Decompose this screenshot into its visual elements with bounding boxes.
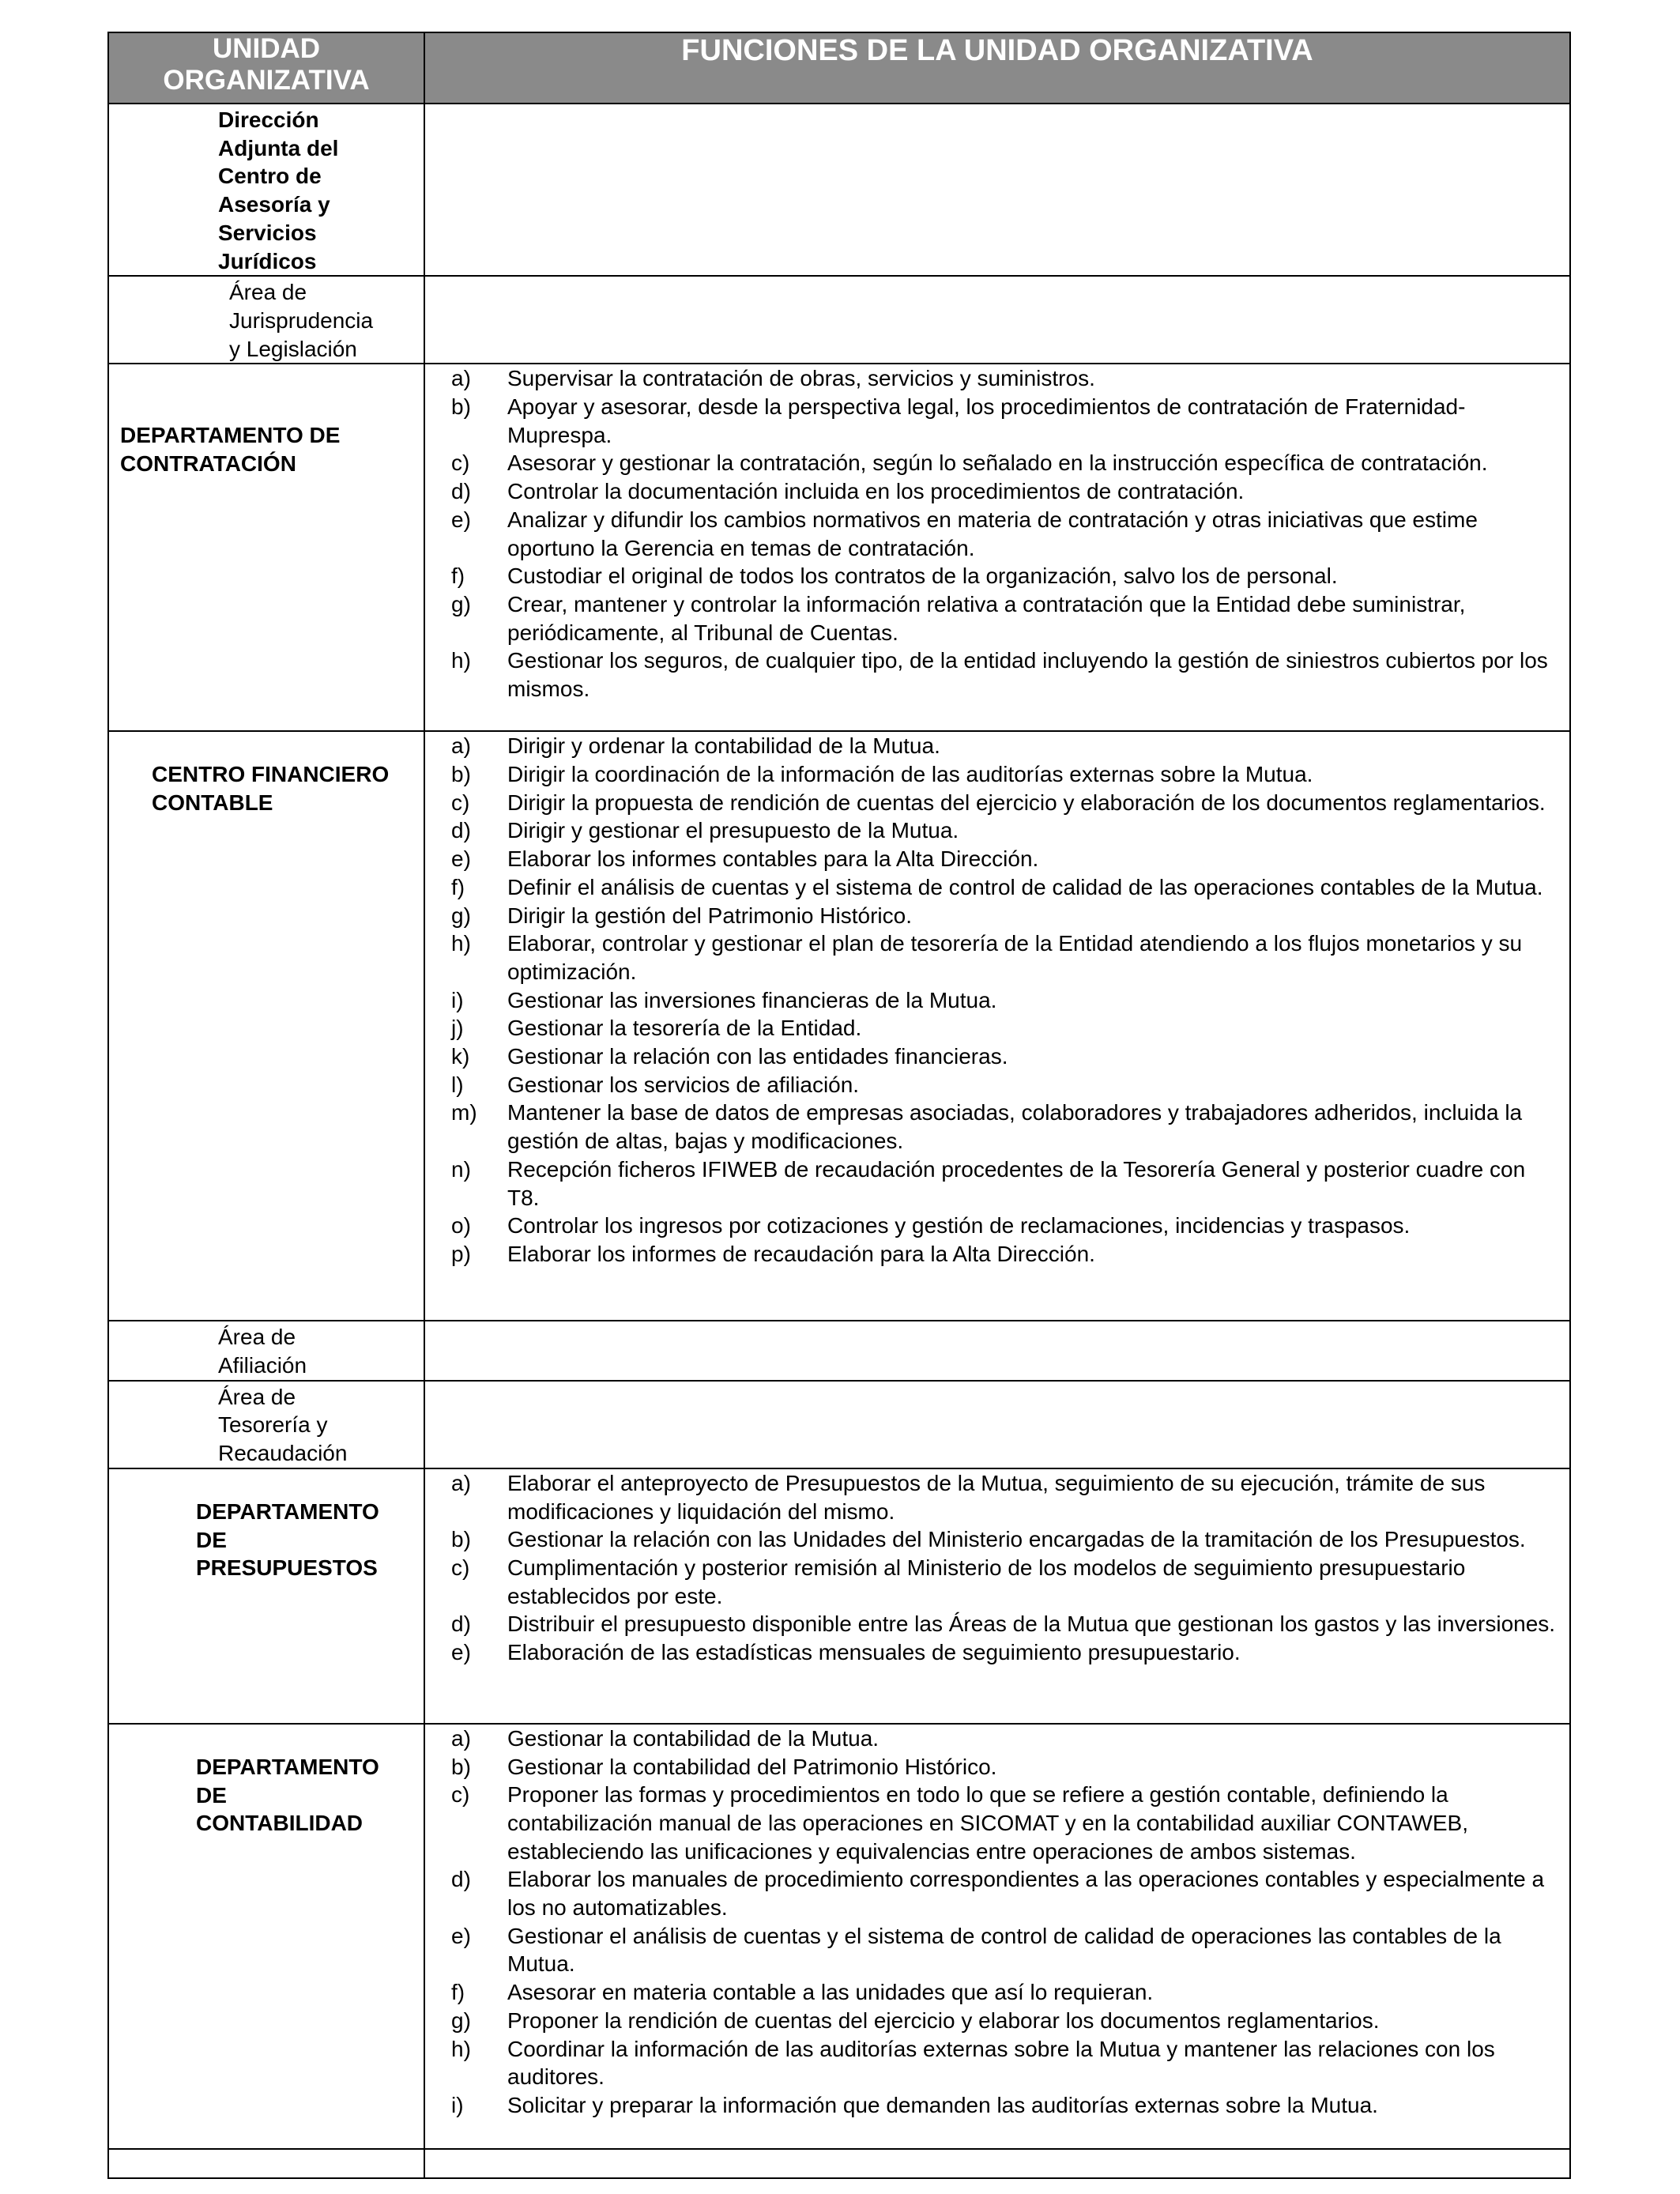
table-row	[108, 364, 1570, 731]
function-marker: c)	[451, 790, 470, 815]
function-item	[425, 1469, 1561, 1525]
function-marker: d)	[451, 479, 471, 504]
function-marker: e)	[451, 1640, 471, 1665]
function-marker: e)	[451, 846, 471, 872]
function-marker: a)	[451, 1470, 471, 1495]
function-text: Gestionar las inversiones financieras de la Mutua.	[507, 987, 997, 1012]
function-text: Elaborar los informes contables para la Alta Dirección.	[507, 846, 1039, 872]
function-item	[425, 1638, 1561, 1667]
function-item	[425, 1014, 1561, 1042]
table-header-row	[108, 32, 1570, 104]
function-text: Supervisar la contratación de obras, servicios y suministros.	[507, 366, 1095, 391]
function-item	[425, 449, 1561, 477]
function-item	[425, 2091, 1561, 2120]
unit-name-cell: DEPARTAMENTO DE CONTRATACIÓN	[108, 364, 424, 731]
function-item	[425, 647, 1561, 703]
function-text: Controlar la documentación incluida en los procedimientos de contratación.	[507, 479, 1245, 504]
function-item	[425, 2007, 1561, 2035]
function-text: Dirigir la coordinación de la información de las auditorías externas sobre la Mutua.	[507, 762, 1313, 787]
function-item	[425, 506, 1561, 562]
function-marker: h)	[451, 2036, 471, 2061]
function-text: Analizar y difundir los cambios normativos en materia de contratación y otras iniciativas que estime oportuno la Gerencia en temas de contratación.	[507, 507, 1478, 560]
header-functions-column: FUNCIONES DE LA UNIDAD ORGANIZATIVA	[424, 32, 1570, 104]
unit-name-cell: CENTRO FINANCIERO CONTABLE	[108, 731, 424, 1321]
functions-cell	[424, 1468, 1570, 1724]
function-item	[425, 1071, 1561, 1099]
table-row	[108, 276, 1570, 364]
function-text: Dirigir la propuesta de rendición de cuentas del ejercicio y elaboración de los documentos reglamentarios.	[507, 790, 1546, 815]
function-item	[425, 562, 1561, 590]
function-text: Gestionar los servicios de afiliación.	[507, 1072, 860, 1097]
function-marker: m)	[451, 1100, 477, 1125]
function-marker: a)	[451, 366, 471, 391]
function-text: Gestionar la tesorería de la Entidad.	[507, 1016, 862, 1041]
function-marker: f)	[451, 564, 465, 589]
table-row	[108, 1321, 1570, 1380]
function-item	[425, 732, 1561, 760]
unit-name-cell: DEPARTAMENTO DE PRESUPUESTOS	[108, 1468, 424, 1724]
unit-name-cell: Área de Jurisprudencia y Legislación	[108, 276, 424, 364]
function-marker: l)	[451, 1072, 464, 1097]
function-text: Elaborar los manuales de procedimiento correspondientes a las operaciones contables y especialmente a los no automatizables.	[507, 1867, 1545, 1921]
functions-cell	[424, 1381, 1570, 1468]
function-marker: i)	[451, 987, 464, 1012]
function-item	[425, 1554, 1561, 1610]
function-marker: j)	[451, 1016, 464, 1041]
function-text: Recepción ficheros IFIWEB de recaudación procedentes de la Tesorería General y posterior cuadre con T8.	[507, 1156, 1526, 1210]
function-text: Gestionar los seguros, de cualquier tipo, de la entidad incluyendo la gestión de siniestros cubiertos por los mismos.	[507, 648, 1548, 702]
function-marker: o)	[451, 1213, 471, 1238]
function-item	[425, 393, 1561, 449]
function-text: Gestionar la relación con las Unidades del Ministerio encargadas de la tramitación de los Presupuestos.	[507, 1527, 1526, 1552]
function-marker: c)	[451, 1555, 470, 1580]
function-text: Solicitar y preparar la información que demanden las auditorías externas sobre la Mutua.	[507, 2092, 1378, 2117]
function-item	[425, 789, 1561, 817]
function-item	[425, 2035, 1561, 2091]
function-text: Asesorar en materia contable a las unidades que así lo requieran.	[507, 1980, 1154, 2005]
function-text: Proponer las formas y procedimientos en todo lo que se refiere a gestión contable, definiendo la contabilización manual de las operaciones en SICOMAT y en la contabilidad auxiliar CONTAWEB, estableciendo las unificaciones y equivalencias entre operaciones de ambos sistemas.	[507, 1782, 1468, 1864]
function-marker: g)	[451, 2007, 471, 2033]
function-item	[425, 1978, 1561, 2007]
function-text: Crear, mantener y controlar la información relativa a contratación que la Entidad debe suministrar, periódicamente, al Tribunal de Cuentas.	[507, 591, 1466, 645]
function-marker: i)	[451, 2092, 464, 2117]
function-marker: e)	[451, 507, 471, 532]
function-item	[425, 1753, 1561, 1781]
function-item	[425, 1099, 1561, 1155]
function-text: Controlar los ingresos por cotizaciones y gestión de reclamaciones, incidencias y traspasos.	[507, 1213, 1411, 1238]
function-item	[425, 760, 1561, 789]
function-text: Elaboración de las estadísticas mensuales de seguimiento presupuestario.	[507, 1640, 1241, 1665]
functions-list	[425, 1469, 1569, 1667]
functions-cell	[424, 1321, 1570, 1380]
function-marker: n)	[451, 1156, 471, 1182]
function-marker: k)	[451, 1044, 470, 1069]
function-item	[425, 1525, 1561, 1554]
function-marker: a)	[451, 1725, 471, 1751]
function-item	[425, 1725, 1561, 1753]
table-row	[108, 2149, 1570, 2178]
functions-list	[425, 732, 1569, 1268]
function-text: Elaborar, controlar y gestionar el plan de tesorería de la Entidad atendiendo a los flujos monetarios y su optimización.	[507, 931, 1523, 984]
function-item	[425, 1212, 1561, 1240]
table-row	[108, 1724, 1570, 2149]
function-marker: c)	[451, 1782, 470, 1808]
function-item	[425, 873, 1561, 902]
functions-list	[425, 1725, 1569, 2120]
table-row	[108, 1381, 1570, 1468]
table-body	[108, 104, 1570, 2178]
function-item	[425, 477, 1561, 506]
function-marker: h)	[451, 931, 471, 956]
function-marker: d)	[451, 1612, 471, 1637]
function-text: Coordinar la información de las auditorías externas sobre la Mutua y mantener las relaciones con los auditores.	[507, 2036, 1495, 2090]
table-row	[108, 104, 1570, 276]
function-item	[425, 364, 1561, 393]
function-marker: d)	[451, 818, 471, 843]
function-item	[425, 1865, 1561, 1921]
function-item	[425, 986, 1561, 1015]
header-unit-column: UNIDAD ORGANIZATIVA	[108, 32, 424, 104]
function-marker: d)	[451, 1867, 471, 1892]
function-text: Apoyar y asesorar, desde la perspectiva legal, los procedimientos de contratación de Fraternidad-Muprespa.	[507, 394, 1466, 447]
function-text: Elaborar el anteproyecto de Presupuestos de la Mutua, seguimiento de su ejecución, trámite de sus modificaciones y liquidación del mismo.	[507, 1470, 1486, 1524]
function-text: Asesorar y gestionar la contratación, según lo señalado en la instrucción específica de contratación.	[507, 450, 1488, 476]
function-text: Mantener la base de datos de empresas asociadas, colaboradores y trabajadores adheridos, incluida la gestión de altas, bajas y modificaciones.	[507, 1100, 1523, 1154]
function-text: Gestionar la contabilidad de la Mutua.	[507, 1725, 880, 1751]
unit-name-cell: Área de Tesorería y Recaudación	[108, 1381, 424, 1468]
function-item	[425, 845, 1561, 873]
function-text: Gestionar el análisis de cuentas y el sistema de control de calidad de operaciones las contables de la Mutua.	[507, 1923, 1501, 1977]
functions-list	[425, 364, 1569, 703]
function-marker: b)	[451, 762, 471, 787]
functions-cell	[424, 731, 1570, 1321]
unit-name-cell	[108, 2149, 424, 2178]
functions-cell	[424, 364, 1570, 731]
function-marker: g)	[451, 903, 471, 928]
function-text: Definir el análisis de cuentas y el sistema de control de calidad de las operaciones contables de la Mutua.	[507, 874, 1543, 899]
function-text: Gestionar la relación con las entidades financieras.	[507, 1044, 1008, 1069]
function-text: Dirigir y ordenar la contabilidad de la Mutua.	[507, 733, 940, 759]
function-item	[425, 1155, 1561, 1212]
function-marker: b)	[451, 1527, 471, 1552]
functions-cell	[424, 2149, 1570, 2178]
function-text: Dirigir y gestionar el presupuesto de la Mutua.	[507, 818, 959, 843]
function-marker: a)	[451, 733, 471, 759]
organizational-functions-table	[107, 32, 1571, 2179]
function-marker: c)	[451, 450, 470, 476]
function-marker: h)	[451, 648, 471, 673]
functions-cell	[424, 104, 1570, 276]
function-text: Cumplimentación y posterior remisión al Ministerio de los modelos de seguimiento presupuestario establecidos por este.	[507, 1555, 1466, 1608]
unit-name-cell: Dirección Adjunta del Centro de Asesoría y Servicios Jurídicos	[108, 104, 424, 276]
unit-name-cell: Área de Afiliación	[108, 1321, 424, 1380]
functions-cell	[424, 276, 1570, 364]
function-item	[425, 816, 1561, 845]
function-item	[425, 929, 1561, 986]
function-text: Distribuir el presupuesto disponible entre las Áreas de la Mutua que gestionan los gastos y las inversiones.	[507, 1612, 1556, 1637]
function-text: Gestionar la contabilidad del Patrimonio Histórico.	[507, 1754, 997, 1779]
function-text: Custodiar el original de todos los contratos de la organización, salvo los de personal.	[507, 564, 1338, 589]
function-item	[425, 590, 1561, 647]
function-marker: e)	[451, 1923, 471, 1948]
table-row	[108, 731, 1570, 1321]
function-item	[425, 902, 1561, 930]
function-marker: p)	[451, 1241, 471, 1266]
function-item	[425, 1042, 1561, 1071]
function-marker: b)	[451, 394, 471, 420]
function-marker: b)	[451, 1754, 471, 1779]
function-text: Elaborar los informes de recaudación para la Alta Dirección.	[507, 1241, 1095, 1266]
function-marker: f)	[451, 1980, 465, 2005]
functions-cell	[424, 1724, 1570, 2149]
function-item	[425, 1240, 1561, 1269]
function-marker: g)	[451, 591, 471, 616]
unit-name-cell: DEPARTAMENTO DE CONTABILIDAD	[108, 1724, 424, 2149]
function-item	[425, 1610, 1561, 1638]
function-item	[425, 1922, 1561, 1978]
function-text: Dirigir la gestión del Patrimonio Histórico.	[507, 903, 912, 928]
function-item	[425, 1781, 1561, 1865]
table-row	[108, 1468, 1570, 1724]
function-text: Proponer la rendición de cuentas del ejercicio y elaborar los documentos reglamentarios.	[507, 2007, 1380, 2033]
function-marker: f)	[451, 874, 465, 899]
